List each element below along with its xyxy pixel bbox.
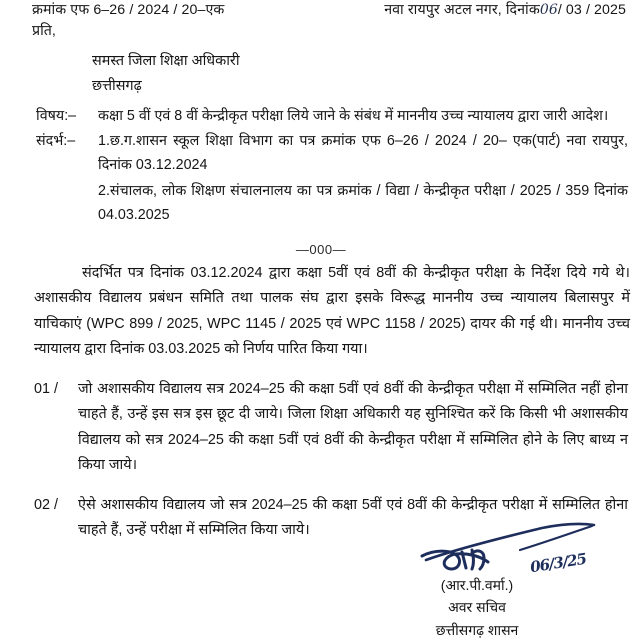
body-paragraph: संदर्भित पत्र दिनांक 03.12.2024 द्वारा कक्षा 5वीं एवं 8वीं की केन्द्रीकृत परीक्षा के निर्देश दिये गये थे। अशासकीय विद्यालय प्रबंधन समिति तथा पालक संघ द्वारा इसके विरूद्ध माननीय उच्च न्यायालय बिलासपुर में याचिकाएं (WPC 899 / 2025, WPC 1145 / 2025 एवं WPC 1158 / 2025) दायर की गई थी। माननीय उच्च न्यायालय द्वारा दिनांक 03.03.2025 को निर्णय पारित किया गया। <box>34 264 630 357</box>
place-date-suffix: / 03 / 2025 <box>557 2 626 18</box>
signature-date: 06/3/25 <box>528 549 588 576</box>
subject-row <box>0 104 642 129</box>
signature-mark <box>342 522 642 578</box>
reference-item: 2.संचालक, लोक शिक्षण संचालनालय का पत्र क्रमांक / विद्या / केन्द्रीकृत परीक्षा / 2025 / 359 दिनांक 04.03.2025 <box>98 182 628 223</box>
addressee-line-2: छत्तीसगढ़ <box>92 78 142 94</box>
point-text: ऐसे अशासकीय विद्यालय जो सत्र 2024–25 की कक्षा 5वीं एवं 8वीं की केन्द्रीकृत परीक्षा में सम्मिलित होना चाहते हैं, उन्हें परीक्षा में सम्मिलित किया जाये। <box>78 496 628 538</box>
reference-label: संदर्भ:– <box>36 132 76 149</box>
addressee-line-1: समस्त जिला शिक्षा अधिकारी <box>92 53 240 69</box>
point-number: 01 / <box>34 380 59 397</box>
addressee-block <box>0 41 642 99</box>
numbered-point <box>0 363 642 479</box>
handwritten-day: 06 <box>539 2 558 18</box>
to-label: प्रति, <box>32 23 56 39</box>
point-text: जो अशासकीय विद्यालय सत्र 2024–25 की कक्षा 5वीं एवं 8वीं की केन्द्रीकृत परीक्षा में सम्मिलित नहीं होना चाहते हैं, उन्हें इस सत्र इस छूट दी जाये। जिला शिक्षा अधिकारी यह सुनिश्चित करें कि किसी भी अशासकीय विद्यालय को सत्र 2024–25 की कक्षा 5वीं एवं 8वीं की केन्द्रीकृत परीक्षा में सम्मिलित होने के लिए बाध्य न किया जाये। <box>78 380 628 473</box>
letter-header <box>0 0 642 20</box>
section-separator: —000— <box>295 241 347 257</box>
signatory-authority: छत्तीसगढ़ शासन <box>435 621 519 638</box>
signature-block <box>342 522 642 641</box>
point-number: 02 / <box>34 496 59 513</box>
subject-text: कक्षा 5 वीं एवं 8 वीं केन्द्रीकृत परीक्षा लिये जाने के संबंध में माननीय उच्च न्यायालय द्वारा जारी आदेश। <box>98 108 609 124</box>
place-and-date <box>384 1 628 20</box>
reference-row <box>0 129 642 228</box>
letter-number: क्रमांक एफ 6–26 / 2024 / 20–एक <box>32 2 225 18</box>
reference-list <box>98 129 628 228</box>
reference-item: 1.छ.ग.शासन स्कूल शिक्षा विभाग का पत्र क्रमांक एफ 6–26 / 2024 / 20– एक(पार्ट) नवा रायपुर, दिनांक 03.12.2024 <box>98 132 628 173</box>
subject-label: विषय:– <box>36 108 77 124</box>
place-date-prefix: नवा रायपुर अटल नगर, दिनांक <box>384 2 540 18</box>
signatory-name: (आर.पी.वर्मा.) <box>440 576 514 593</box>
signatory-designation: अवर सचिव <box>448 599 506 615</box>
